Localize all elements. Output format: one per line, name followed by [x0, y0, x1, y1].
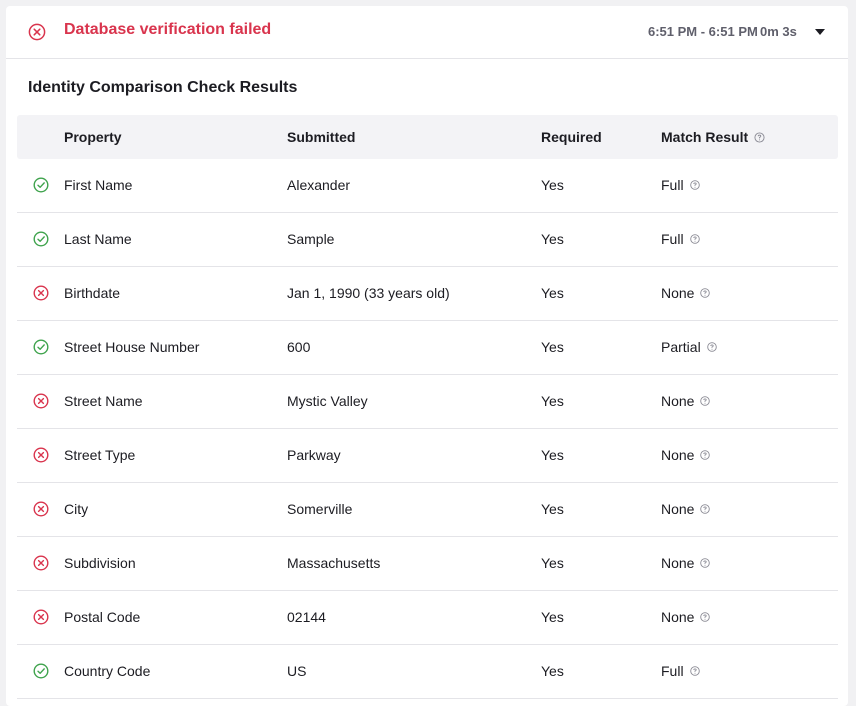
table-row — [17, 213, 838, 267]
x-circle-icon — [33, 555, 49, 571]
table-row — [17, 591, 838, 645]
section-title: Identity Comparison Check Results — [28, 79, 298, 96]
chevron-down-icon[interactable] — [814, 28, 826, 36]
property-cell: Subdivision — [64, 555, 136, 571]
x-circle-icon — [33, 447, 49, 463]
match-result-value: Full — [661, 231, 684, 247]
help-icon[interactable] — [690, 666, 700, 676]
required-cell: Yes — [541, 285, 564, 301]
property-cell: City — [64, 501, 89, 517]
property-cell: Last Name — [64, 231, 132, 247]
property-cell: Birthdate — [64, 285, 121, 301]
match-result-cell — [661, 555, 710, 571]
table-row — [17, 159, 838, 213]
column-header-required: Required — [541, 129, 602, 145]
verification-header[interactable] — [6, 6, 848, 59]
x-circle-icon — [33, 285, 49, 301]
match-result-value: None — [661, 285, 695, 301]
help-icon[interactable] — [700, 504, 710, 514]
help-icon[interactable] — [707, 342, 717, 352]
required-cell: Yes — [541, 177, 564, 193]
submitted-cell: Mystic Valley — [287, 393, 368, 409]
table-row — [17, 645, 838, 699]
verification-title: Database verification failed — [64, 21, 272, 38]
verification-card — [6, 6, 848, 706]
match-result-value: None — [661, 393, 695, 409]
submitted-cell: Jan 1, 1990 (33 years old) — [287, 285, 450, 301]
column-header-submitted: Submitted — [287, 129, 356, 145]
match-result-value: Full — [661, 177, 684, 193]
table-row — [17, 429, 838, 483]
table-row — [17, 321, 838, 375]
check-circle-icon — [33, 663, 49, 679]
x-circle-icon — [33, 393, 49, 409]
time-range: 6:51 PM - 6:51 PM — [648, 24, 758, 39]
check-circle-icon — [33, 231, 49, 247]
duration: 0m 3s — [760, 24, 797, 39]
x-circle-icon — [33, 609, 49, 625]
submitted-cell: 600 — [287, 339, 311, 355]
help-icon[interactable] — [690, 234, 700, 244]
property-cell: First Name — [64, 177, 133, 193]
x-circle-icon — [33, 501, 49, 517]
table-header — [17, 115, 838, 159]
property-cell: Postal Code — [64, 609, 141, 625]
match-result-value: None — [661, 609, 695, 625]
match-result-value: None — [661, 555, 695, 571]
help-icon[interactable] — [700, 612, 710, 622]
match-result-cell — [661, 609, 710, 625]
help-icon[interactable] — [700, 558, 710, 568]
help-icon[interactable] — [690, 180, 700, 190]
submitted-cell: US — [287, 663, 307, 679]
match-result-cell — [661, 339, 717, 355]
required-cell: Yes — [541, 663, 564, 679]
table-row — [17, 375, 838, 429]
match-result-value: None — [661, 501, 695, 517]
required-cell: Yes — [541, 393, 564, 409]
property-cell: Street Name — [64, 393, 143, 409]
column-header-property: Property — [64, 129, 122, 145]
submitted-cell: Parkway — [287, 447, 341, 463]
required-cell: Yes — [541, 555, 564, 571]
match-result-label: Match Result — [661, 129, 749, 145]
submitted-cell: 02144 — [287, 609, 326, 625]
match-result-cell — [661, 393, 710, 409]
required-cell: Yes — [541, 339, 564, 355]
help-icon[interactable] — [700, 396, 710, 406]
table-body — [17, 159, 838, 699]
failed-status-icon — [28, 23, 46, 41]
property-cell: Street Type — [64, 447, 136, 463]
check-circle-icon — [33, 339, 49, 355]
match-result-cell — [661, 501, 710, 517]
results-table — [17, 115, 838, 699]
match-result-cell — [661, 285, 710, 301]
property-cell: Country Code — [64, 663, 151, 679]
column-header-match-result — [661, 129, 765, 145]
help-icon[interactable] — [754, 132, 765, 143]
submitted-cell: Sample — [287, 231, 335, 247]
required-cell: Yes — [541, 609, 564, 625]
submitted-cell: Alexander — [287, 177, 351, 193]
match-result-cell — [661, 663, 700, 679]
property-cell: Street House Number — [64, 339, 200, 355]
help-icon[interactable] — [700, 450, 710, 460]
match-result-value: None — [661, 447, 695, 463]
required-cell: Yes — [541, 231, 564, 247]
table-row — [17, 267, 838, 321]
required-cell: Yes — [541, 501, 564, 517]
required-cell: Yes — [541, 447, 564, 463]
submitted-cell: Massachusetts — [287, 555, 381, 571]
help-icon[interactable] — [700, 288, 710, 298]
match-result-value: Partial — [661, 339, 701, 355]
match-result-cell — [661, 447, 710, 463]
match-result-value: Full — [661, 663, 684, 679]
table-row — [17, 483, 838, 537]
match-result-cell — [661, 231, 700, 247]
match-result-cell — [661, 177, 700, 193]
check-circle-icon — [33, 177, 49, 193]
table-row — [17, 537, 838, 591]
submitted-cell: Somerville — [287, 501, 353, 517]
